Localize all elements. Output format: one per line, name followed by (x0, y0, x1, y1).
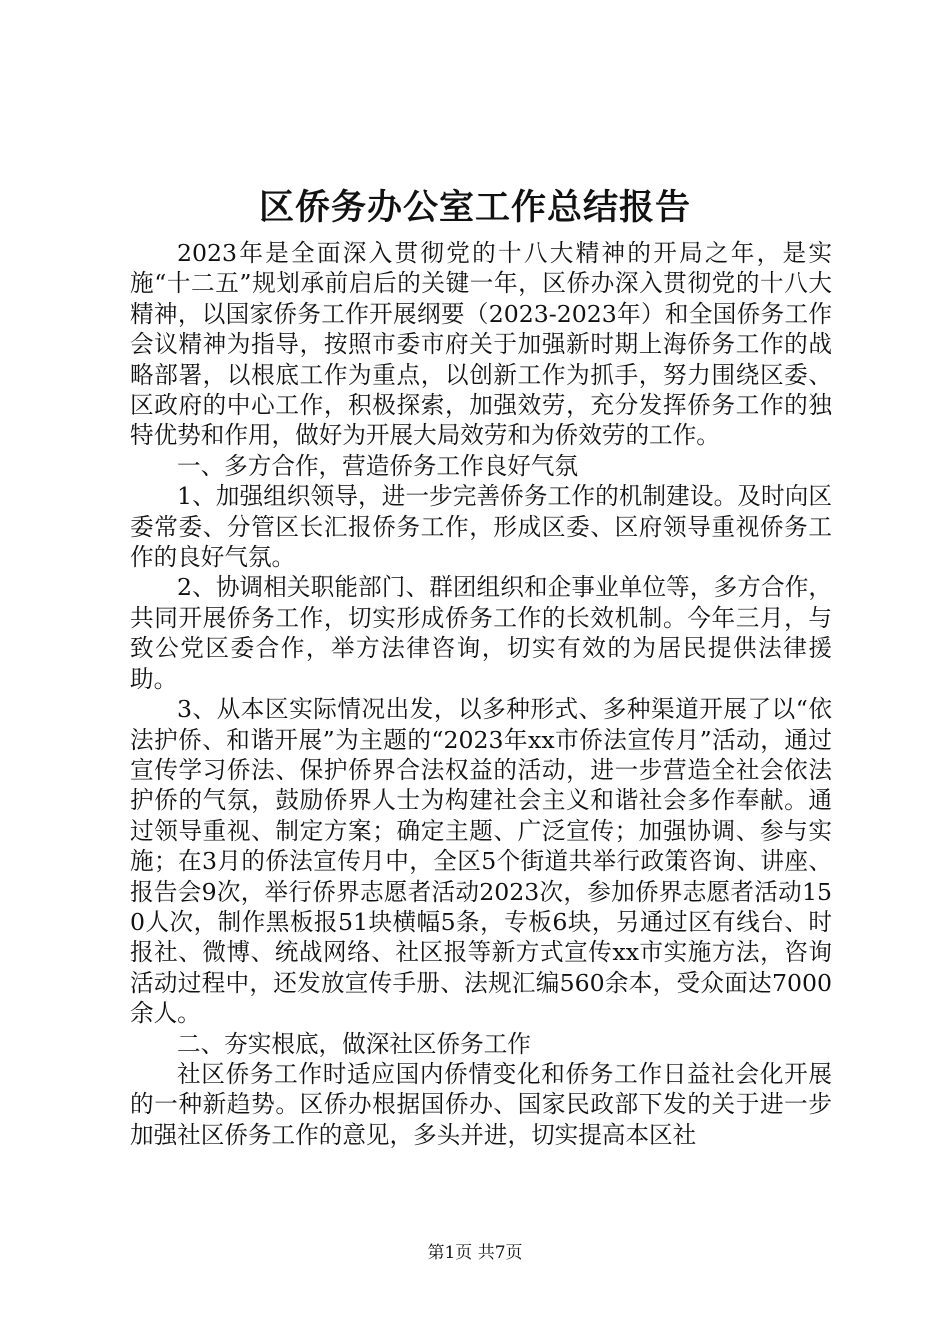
page-indicator: 第1页 共7页 (427, 1243, 523, 1263)
section-heading-2: 二、夯实根底，做深社区侨务工作 (177, 1029, 531, 1058)
paragraph-item-1: 1、加强组织领导，进一步完善侨务工作的机制建设。及时向区委常委、分管区长汇报侨务工作，形成区委、区府领导重视侨务工作的良好气氛。 (130, 482, 832, 572)
paragraph-item-2: 2、协调相关职能部门、群团组织和企事业单位等，多方合作，共同开展侨务工作，切实形成侨务工作的长效机制。今年三月，与致公党区委合作，举方法律咨询，切实有效的为居民提供法律援助。 (130, 573, 832, 693)
paragraph-item-3: 3、从本区实际情况出发，以多种形式、多种渠道开展了以“依法护侨、和谐开展”为主题的“2023年xx市侨法宣传月”活动，通过宣传学习侨法、保护侨界合法权益的活动，进一步营造全社会依法护侨的气氛，鼓励侨界人士为构建社会主义和谐社会多作奉献。通过领导重视、制定方案；确定主题、广泛宣传；加强协调、参与实施；在3月的侨法宣传月中，全区5个街道共举行政策咨询、讲座、报告会9次，举行侨界志愿者活动2023次，参加侨界志愿者活动150人次，制作黑板报51块横幅5条，专板6块，另通过区有线台、时报社、微博、统战网络、社区报等新方式宣传xx市实施方法，咨询活动过程中，还发放宣传手册、法规汇编560余本，受众面达7000余人。 (130, 695, 832, 1028)
community-paragraph: 社区侨务工作时适应国内侨情变化和侨务工作日益社会化开展的一种新趋势。区侨办根据国侨办、国家民政部下发的关于进一步加强社区侨务工作的意见，多头并进，切实提高本区社 (130, 1059, 832, 1149)
document-body (130, 238, 832, 1150)
section-heading-1: 一、多方合作，营造侨务工作良好气氛 (177, 451, 579, 480)
document-title: 区侨务办公室工作总结报告 (258, 187, 691, 228)
intro-paragraph: 2023年是全面深入贯彻党的十八大精神的开局之年，是实施“十二五”规划承前启后的关键一年，区侨办深入贯彻党的十八大精神，以国家侨务工作开展纲要（2023-2023年）和全国侨务工作会议精神为指导，按照市委市府关于加强新时期上海侨务工作的战略部署，以根底工作为重点，以创新工作为抓手，努力围绕区委、区政府的中心工作，积极探索，加强效劳，充分发挥侨务工作的独特优势和作用，做好为开展大局效劳和为侨效劳的工作。 (130, 239, 832, 450)
